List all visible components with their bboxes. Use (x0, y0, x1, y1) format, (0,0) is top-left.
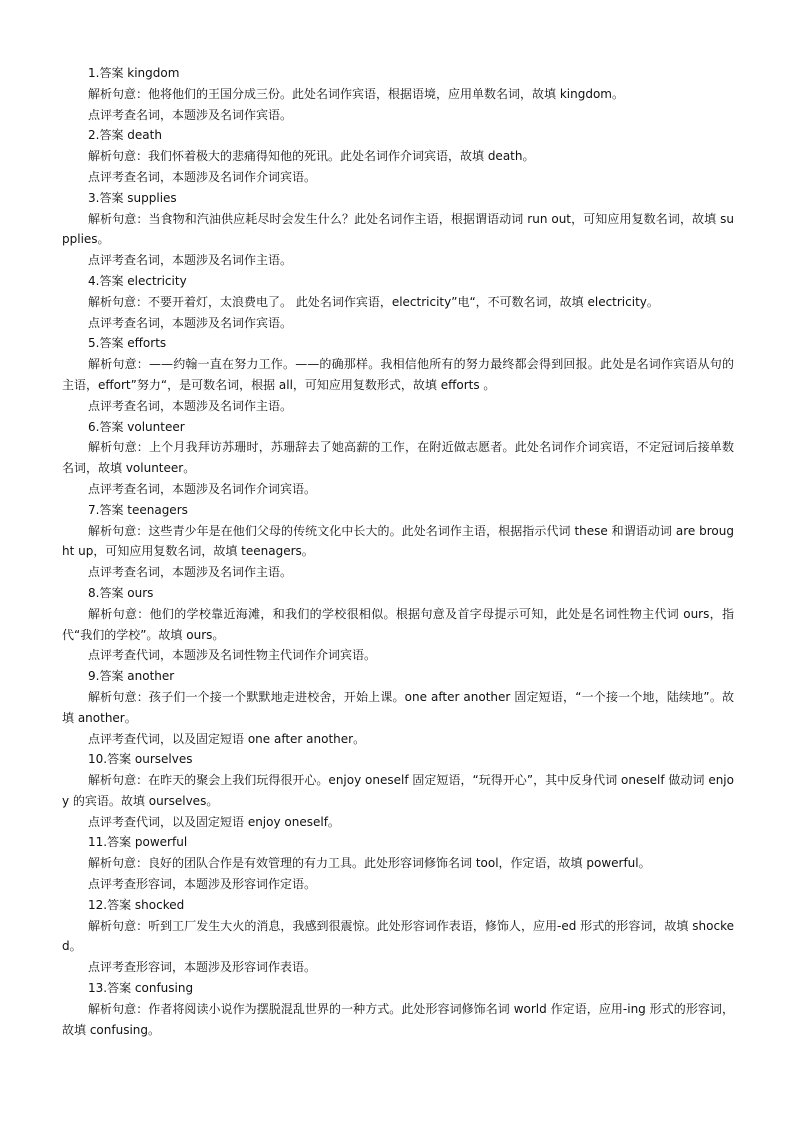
explanation-text: 解析句意：良好的团队合作是有效管理的有力工具。此处形容词修饰名词 tool，作定语，故填 powerful。 (88, 856, 651, 871)
answer-line: 4.答案 electricity (88, 273, 187, 288)
explanation-text: 解析句意：在昨天的聚会上我们玩得很开心。enjoy oneself 固定短语，“玩得开心”，其中反身代词 oneself 做动词 enjoy 的宾语。故填 ourselves。 (62, 773, 734, 808)
explanation-text: 解析句意：孩子们一个接一个默默地走进校舍，开始上课。one after another 固定短语，“一个接一个地，陆续地”。故填 another。 (62, 689, 734, 725)
answer-entry-2 (62, 125, 734, 187)
answer-entry-11 (62, 832, 734, 894)
comment-line: 点评考查名词，本题涉及名词作介词宾语。 (88, 169, 317, 184)
answer-line: 13.答案 confusing (88, 981, 194, 996)
comment-line: 点评考查名词，本题涉及名词作主语。 (88, 253, 293, 268)
answer-list (62, 63, 734, 1040)
explanation-text: 解析句意：他将他们的王国分成三份。此处名词作宾语，根据语境，应用单数名词，故填 kingdom。 (88, 86, 624, 101)
answer-entry-10 (62, 749, 734, 832)
comment-line: 点评考查形容词，本题涉及形容词作表语。 (88, 960, 317, 975)
explanation-text: 解析句意：——约翰一直在努力工作。——的确那样。我相信他所有的努力最终都会得到回报。此处是名词作宾语从句的主语，effort”努力“，是可数名词，根据 all，可知应用复数形式，故填 efforts 。 (62, 357, 734, 392)
answer-entry-3 (62, 188, 734, 271)
comment-line: 点评考查名词，本题涉及名词作介词宾语。 (88, 481, 317, 496)
explanation-text: 解析句意：不要开着灯，太浪费电了。 此处名词作宾语，electricity”电“，不可数名词，故填 electricity。 (88, 294, 659, 309)
explanation-text: 解析句意：他们的学校靠近海滩，和我们的学校很相似。根据句意及首字母提示可知，此处是名词性物主代词 ours，指代“我们的学校”。故填 ours。 (62, 606, 734, 642)
answer-entry-9 (62, 666, 734, 749)
answer-line: 5.答案 efforts (88, 336, 167, 351)
comment-line: 点评考查形容词，本题涉及形容词作定语。 (88, 877, 317, 892)
comment-line: 点评考查名词，本题涉及名词作主语。 (88, 565, 293, 580)
comment-line: 点评考查名词，本题涉及名词作宾语。 (88, 315, 293, 330)
answer-entry-12 (62, 895, 734, 978)
answer-line: 2.答案 death (88, 128, 162, 143)
explanation-text: 解析句意：这些青少年是在他们父母的传统文化中长大的。此处名词作主语，根据指示代词 these 和谓语动词 are brought up，可知应用复数名词，故填 teenagers。 (62, 523, 734, 559)
answer-line: 7.答案 teenagers (88, 502, 188, 517)
answer-line: 6.答案 volunteer (88, 419, 185, 434)
explanation-text: 解析句意：听到工厂发生大火的消息，我感到很震惊。此处形容词作表语，修饰人，应用-ed 形式的形容词，故填 shocked。 (62, 918, 734, 954)
answer-line: 3.答案 supplies (88, 190, 177, 205)
answer-entry-8 (62, 583, 734, 666)
answer-entry-1 (62, 63, 734, 125)
answer-line: 12.答案 shocked (88, 897, 185, 912)
explanation-text: 解析句意：我们怀着极大的悲痛得知他的死讯。此处名词作介词宾语，故填 death。 (88, 149, 535, 164)
comment-line: 点评考查代词，本题涉及名词性物主代词作介词宾语。 (88, 648, 377, 663)
comment-line: 点评考查代词，以及固定短语 enjoy oneself。 (88, 814, 340, 829)
answer-entry-7 (62, 500, 734, 583)
answer-line: 8.答案 ours (88, 585, 154, 600)
comment-line: 点评考查名词，本题涉及名词作主语。 (88, 398, 293, 413)
answer-line: 1.答案 kingdom (88, 66, 180, 80)
explanation-text: 解析句意：当食物和汽油供应耗尽时会发生什么？此处名词作主语，根据谓语动词 run out，可知应用复数名词，故填 supplies。 (62, 211, 734, 247)
answer-entry-4 (62, 271, 734, 333)
answer-entry-5 (62, 333, 734, 416)
explanation-text: 解析句意：上个月我拜访苏珊时，苏珊辞去了她高薪的工作，在附近做志愿者。此处名词作介词宾语，不定冠词后接单数名词，故填 volunteer。 (62, 440, 734, 476)
answer-entry-13 (62, 978, 734, 1040)
explanation-text: 解析句意：作者将阅读小说作为摆脱混乱世界的一种方式。此处形容词修饰名词 world 作定语，应用-ing 形式的形容词，故填 confusing。 (62, 1001, 734, 1037)
answer-line: 11.答案 powerful (88, 835, 188, 850)
answer-line: 9.答案 another (88, 669, 175, 684)
comment-line: 点评考查代词，以及固定短语 one after another。 (88, 731, 366, 746)
answer-line: 10.答案 ourselves (88, 752, 193, 767)
answer-entry-6 (62, 417, 734, 500)
comment-line: 点评考查名词，本题涉及名词作宾语。 (88, 107, 293, 122)
